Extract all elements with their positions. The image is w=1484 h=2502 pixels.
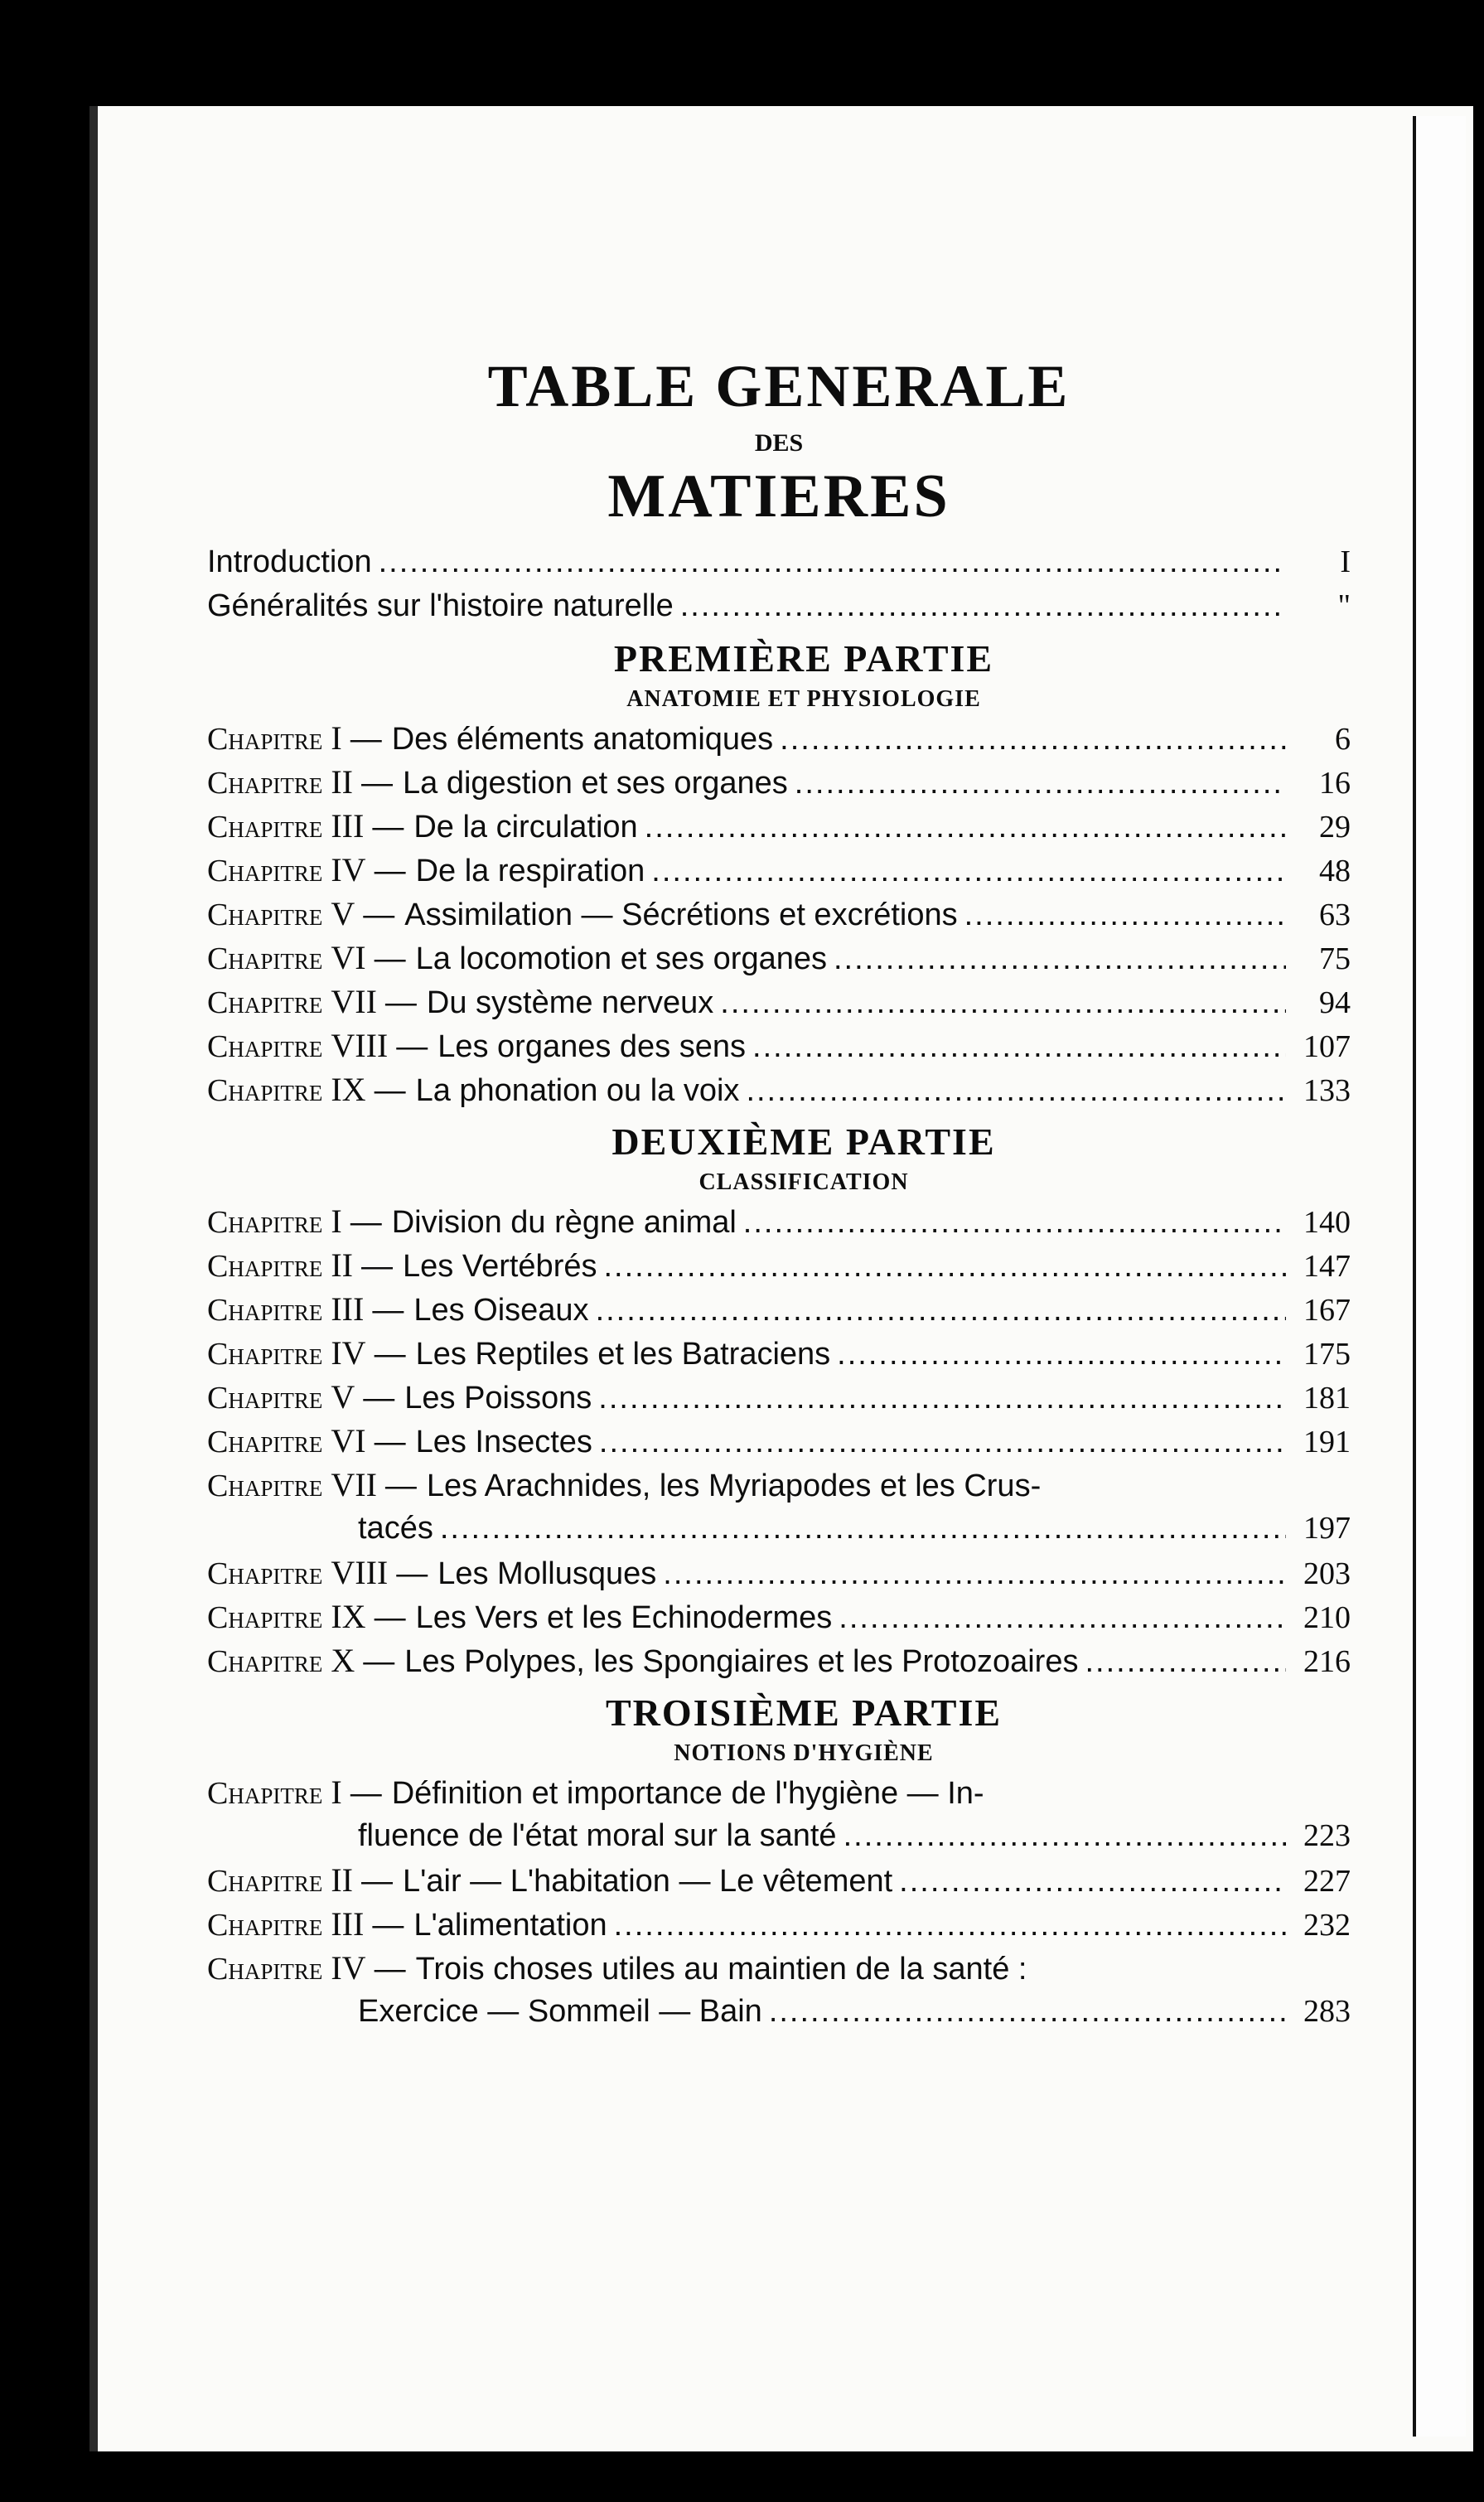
dot-leader bbox=[964, 893, 1286, 937]
chapter-number: II bbox=[331, 763, 353, 801]
chapter-prefix: Chapitre bbox=[207, 1293, 323, 1328]
chapter-dash: — bbox=[361, 766, 393, 801]
chapter-dash: — bbox=[374, 1952, 406, 1987]
chapter-dash: — bbox=[384, 1469, 417, 1503]
chapter-number: VI bbox=[331, 939, 366, 976]
chapter-number: VII bbox=[331, 1466, 377, 1503]
dot-leader bbox=[651, 849, 1286, 893]
toc-chapter-row bbox=[207, 1595, 1351, 1638]
part-title: DEUXIÈME PARTIE bbox=[611, 1120, 996, 1163]
toc-page-number: " bbox=[1337, 588, 1351, 623]
chapter-number: III bbox=[331, 1905, 365, 1943]
chapter-prefix: Chapitre bbox=[207, 766, 323, 801]
toc-page-number: 133 bbox=[1303, 1073, 1351, 1108]
chapter-number: IX bbox=[331, 1071, 366, 1108]
chapter-dash: — bbox=[372, 1908, 404, 1943]
chapter-prefix: Chapitre bbox=[207, 810, 323, 844]
chapter-title: L'air — L'habitation — Le vêtement bbox=[403, 1864, 893, 1899]
chapter-prefix: Chapitre bbox=[207, 1381, 323, 1416]
chapter-number: V bbox=[331, 895, 355, 932]
dot-leader bbox=[837, 1333, 1286, 1377]
toc-chapter-row bbox=[207, 936, 1351, 980]
toc-entry-text: Introduction bbox=[207, 544, 372, 579]
toc-page-number: 175 bbox=[1303, 1337, 1351, 1372]
toc-chapter-row bbox=[207, 1199, 1351, 1243]
chapter-dash: — bbox=[374, 1425, 406, 1459]
toc-chapter-continuation bbox=[207, 1814, 1351, 1858]
toc-page-number: 48 bbox=[1319, 854, 1351, 888]
dot-leader bbox=[769, 1990, 1286, 2034]
toc-page-number: 216 bbox=[1303, 1644, 1351, 1679]
toc-page-number: 181 bbox=[1303, 1381, 1351, 1416]
dot-leader bbox=[603, 1245, 1286, 1289]
chapter-dash: — bbox=[396, 1556, 428, 1591]
toc-entry-text: Généralités sur l'histoire naturelle bbox=[207, 588, 674, 623]
toc-page-number: 94 bbox=[1319, 985, 1351, 1020]
chapter-dash: — bbox=[374, 941, 406, 976]
toc-page-number: 6 bbox=[1335, 722, 1351, 757]
dot-leader bbox=[663, 1552, 1286, 1596]
toc-page-number: 140 bbox=[1303, 1205, 1351, 1240]
chapter-number: VIII bbox=[331, 1554, 389, 1591]
dot-leader bbox=[1085, 1640, 1286, 1684]
chapter-dash: — bbox=[361, 1249, 393, 1284]
chapter-title: Les organes des sens bbox=[437, 1029, 747, 1064]
chapter-dash: — bbox=[374, 1337, 406, 1372]
toc-chapter-row bbox=[207, 1024, 1351, 1067]
part-title: TROISIÈME PARTIE bbox=[605, 1691, 1003, 1734]
chapter-title: Les Mollusques bbox=[437, 1556, 657, 1591]
toc-chapter-continuation bbox=[207, 1507, 1351, 1551]
chapter-title: Assimilation — Sécrétions et excrétions bbox=[404, 898, 958, 932]
chapter-prefix: Chapitre bbox=[207, 1205, 323, 1240]
dot-leader bbox=[795, 762, 1286, 806]
chapter-number: IV bbox=[331, 1949, 366, 1987]
chapter-title: Les Arachnides, les Myriapodes et les Crus- bbox=[426, 1469, 1042, 1503]
toc-chapter-row bbox=[207, 760, 1351, 804]
chapter-title: Les Vers et les Echinodermes bbox=[415, 1600, 833, 1635]
toc-page-number: 227 bbox=[1303, 1864, 1351, 1899]
chapter-dash: — bbox=[372, 810, 404, 844]
dot-leader bbox=[614, 1904, 1286, 1948]
chapter-title: Les Vertébrés bbox=[403, 1249, 597, 1284]
toc-chapter-row bbox=[207, 1243, 1351, 1287]
chapter-prefix: Chapitre bbox=[207, 1469, 323, 1503]
dot-leader bbox=[899, 1860, 1286, 1904]
chapter-title: De la circulation bbox=[413, 810, 638, 844]
chapter-prefix: Chapitre bbox=[207, 1249, 323, 1284]
chapter-title-continuation: Exercice — Sommeil — Bain bbox=[358, 1994, 762, 2029]
chapter-title: Définition et importance de l'hygiène — In- bbox=[391, 1776, 984, 1811]
chapter-prefix: Chapitre bbox=[207, 1600, 323, 1635]
chapter-number: III bbox=[331, 1290, 365, 1328]
toc-page-number: 63 bbox=[1319, 898, 1351, 932]
toc-chapter-row bbox=[207, 804, 1351, 848]
chapter-dash: — bbox=[363, 1381, 395, 1416]
toc-chapter-row bbox=[207, 1858, 1351, 1902]
chapter-prefix: Chapitre bbox=[207, 941, 323, 976]
chapter-prefix: Chapitre bbox=[207, 1908, 323, 1943]
dot-leader bbox=[746, 1069, 1286, 1113]
dot-leader bbox=[844, 1814, 1286, 1858]
chapter-dash: — bbox=[396, 1029, 428, 1064]
toc-chapter-row bbox=[207, 1375, 1351, 1419]
dot-leader bbox=[596, 1289, 1286, 1333]
toc-chapter-row bbox=[207, 1331, 1351, 1375]
chapter-title: Les Poissons bbox=[404, 1381, 592, 1416]
chapter-prefix: Chapitre bbox=[207, 1864, 323, 1899]
table-of-contents bbox=[207, 240, 1351, 2034]
toc-chapter-continuation bbox=[207, 1990, 1351, 2034]
chapter-prefix: Chapitre bbox=[207, 1073, 323, 1108]
toc-chapter-row bbox=[207, 1946, 1351, 1990]
page-title: TABLE GENERALE bbox=[487, 353, 1071, 419]
chapter-dash: — bbox=[374, 854, 406, 888]
chapter-number: VII bbox=[331, 983, 377, 1020]
chapter-title: La digestion et ses organes bbox=[403, 766, 788, 801]
chapter-title-continuation: tacés bbox=[358, 1511, 433, 1546]
chapter-number: I bbox=[331, 1203, 342, 1240]
chapter-title: Des éléments anatomiques bbox=[391, 722, 774, 757]
chapter-number: III bbox=[331, 807, 365, 844]
dot-leader bbox=[598, 1377, 1286, 1420]
toc-chapter-row bbox=[207, 1287, 1351, 1331]
toc-page-number: 147 bbox=[1303, 1249, 1351, 1284]
toc-page-number: I bbox=[1340, 544, 1351, 579]
toc-page-number: 191 bbox=[1303, 1425, 1351, 1459]
chapter-prefix: Chapitre bbox=[207, 1425, 323, 1459]
toc-page-number: 203 bbox=[1303, 1556, 1351, 1591]
chapter-dash: — bbox=[361, 1864, 393, 1899]
toc-chapter-row bbox=[207, 848, 1351, 892]
chapter-prefix: Chapitre bbox=[207, 1029, 323, 1064]
toc-chapter-row bbox=[207, 716, 1351, 760]
toc-chapter-row bbox=[207, 1551, 1351, 1595]
dot-leader bbox=[599, 1420, 1286, 1464]
chapter-number: IX bbox=[331, 1598, 366, 1635]
chapter-dash: — bbox=[350, 722, 382, 757]
chapter-title-continuation: fluence de l'état moral sur la santé bbox=[358, 1818, 837, 1853]
chapter-number: X bbox=[331, 1642, 355, 1679]
chapter-title: Les Insectes bbox=[415, 1425, 592, 1459]
chapter-title: Trois choses utiles au maintien de la santé : bbox=[415, 1952, 1027, 1987]
chapter-title: Les Reptiles et les Batraciens bbox=[415, 1337, 831, 1372]
next-page-edge bbox=[1413, 116, 1466, 2437]
toc-page-number: 223 bbox=[1303, 1818, 1351, 1853]
chapter-prefix: Chapitre bbox=[207, 1952, 323, 1987]
chapter-number: II bbox=[331, 1861, 353, 1899]
chapter-title: La phonation ou la voix bbox=[415, 1073, 740, 1108]
toc-chapter-row bbox=[207, 1067, 1351, 1111]
chapter-title: Les Polypes, les Spongiaires et les Protozoaires bbox=[404, 1644, 1079, 1679]
toc-page-number: 16 bbox=[1319, 766, 1351, 801]
chapter-prefix: Chapitre bbox=[207, 898, 323, 932]
chapter-number: V bbox=[331, 1378, 355, 1416]
parts-container bbox=[207, 637, 1351, 2034]
dot-leader bbox=[839, 1596, 1286, 1640]
chapter-dash: — bbox=[350, 1205, 382, 1240]
chapter-number: IV bbox=[331, 1334, 366, 1372]
dot-leader bbox=[720, 981, 1286, 1025]
chapter-number: I bbox=[331, 719, 342, 757]
chapter-dash: — bbox=[363, 1644, 395, 1679]
chapter-dash: — bbox=[374, 1073, 406, 1108]
part-subtitle: ANATOMIE ET PHYSIOLOGIE bbox=[626, 686, 981, 712]
part-subtitle: NOTIONS D'HYGIÈNE bbox=[674, 1740, 934, 1766]
chapter-title: Du système nerveux bbox=[426, 985, 714, 1020]
toc-entry-introduction bbox=[207, 540, 1351, 584]
chapter-dash: — bbox=[372, 1293, 404, 1328]
chapter-dash: — bbox=[363, 898, 395, 932]
toc-page-number: 167 bbox=[1303, 1293, 1351, 1328]
toc-page-number: 29 bbox=[1319, 810, 1351, 844]
toc-page-number: 197 bbox=[1303, 1511, 1351, 1546]
toc-chapter-row bbox=[207, 892, 1351, 936]
part-subtitle: CLASSIFICATION bbox=[698, 1169, 909, 1195]
chapter-title: La locomotion et ses organes bbox=[415, 941, 827, 976]
toc-page-number: 283 bbox=[1303, 1994, 1351, 2029]
chapter-prefix: Chapitre bbox=[207, 1556, 323, 1591]
dot-leader bbox=[743, 1201, 1286, 1245]
chapter-prefix: Chapitre bbox=[207, 1337, 323, 1372]
chapter-title: Division du règne animal bbox=[391, 1205, 737, 1240]
chapter-dash: — bbox=[374, 1600, 406, 1635]
page-title-subject: MATIERES bbox=[607, 462, 950, 530]
dot-leader bbox=[780, 718, 1286, 762]
toc-chapter-row bbox=[207, 980, 1351, 1024]
dot-leader bbox=[752, 1025, 1286, 1069]
chapter-prefix: Chapitre bbox=[207, 722, 323, 757]
part-title: PREMIÈRE PARTIE bbox=[613, 637, 994, 680]
chapter-prefix: Chapitre bbox=[207, 1644, 323, 1679]
page-title-connector: DES bbox=[754, 429, 804, 457]
chapter-dash: — bbox=[384, 985, 417, 1020]
chapter-title: L'alimentation bbox=[413, 1908, 607, 1943]
chapter-number: VI bbox=[331, 1422, 366, 1459]
toc-chapter-row bbox=[207, 1770, 1351, 1814]
chapter-prefix: Chapitre bbox=[207, 985, 323, 1020]
toc-chapter-row bbox=[207, 1419, 1351, 1463]
dot-leader bbox=[379, 540, 1286, 584]
toc-page-number: 210 bbox=[1303, 1600, 1351, 1635]
toc-chapter-row bbox=[207, 1638, 1351, 1682]
dot-leader bbox=[440, 1507, 1286, 1551]
dot-leader bbox=[680, 584, 1286, 628]
chapter-dash: — bbox=[350, 1776, 382, 1811]
chapter-prefix: Chapitre bbox=[207, 854, 323, 888]
toc-chapter-row bbox=[207, 1463, 1351, 1507]
chapter-title: De la respiration bbox=[415, 854, 645, 888]
toc-entry-generalites bbox=[207, 584, 1351, 628]
toc-page-number: 107 bbox=[1303, 1029, 1351, 1064]
chapter-number: I bbox=[331, 1774, 342, 1811]
toc-page-number: 75 bbox=[1319, 941, 1351, 976]
chapter-title: Les Oiseaux bbox=[413, 1293, 589, 1328]
toc-page-number: 232 bbox=[1303, 1908, 1351, 1943]
chapter-number: II bbox=[331, 1246, 353, 1284]
chapter-prefix: Chapitre bbox=[207, 1776, 323, 1811]
chapter-number: IV bbox=[331, 851, 366, 888]
chapter-number: VIII bbox=[331, 1027, 389, 1064]
dot-leader bbox=[645, 806, 1286, 849]
dot-leader bbox=[834, 937, 1286, 981]
toc-chapter-row bbox=[207, 1902, 1351, 1946]
